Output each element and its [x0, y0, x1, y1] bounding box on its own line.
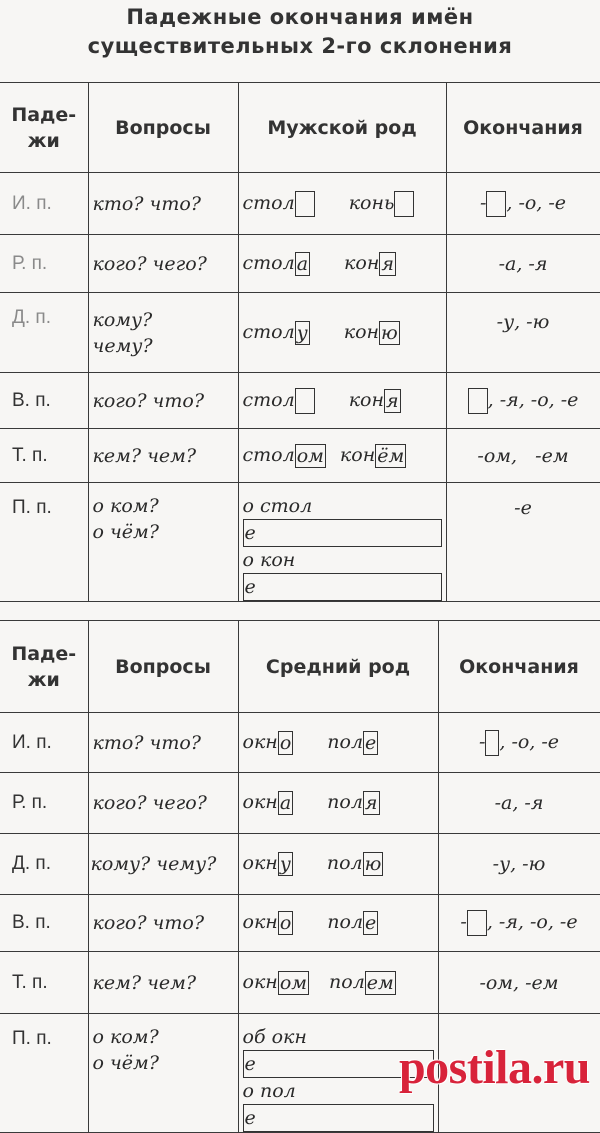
- question-line: о чём?: [92, 1052, 159, 1074]
- header-questions: Вопросы: [88, 83, 238, 173]
- question-line: о чём?: [92, 521, 159, 543]
- example-stem: стол: [242, 443, 295, 466]
- question: кого? что?: [88, 895, 238, 952]
- endings-text: , -я, -о, -е: [486, 911, 578, 933]
- example-stem: окн: [242, 970, 278, 993]
- endings-text: , -о, -е: [506, 191, 567, 214]
- ending-box: [394, 191, 414, 217]
- example-stem: кон: [344, 251, 380, 274]
- example-stem: кон: [348, 388, 385, 411]
- question-line: кому?: [92, 308, 153, 331]
- example: [238, 373, 446, 429]
- postila-logo: postila.ru: [398, 1041, 590, 1094]
- header-row: [0, 83, 600, 173]
- example: [238, 773, 438, 834]
- example-stem: стол: [242, 191, 295, 214]
- endings: -е: [446, 483, 600, 602]
- ending-box: у: [296, 321, 308, 344]
- table-row: [0, 952, 600, 1014]
- ending-box: у: [279, 853, 291, 875]
- table-row: [0, 429, 600, 483]
- example: [238, 895, 438, 952]
- case-label: В. п.: [0, 895, 88, 952]
- header-questions: Вопросы: [88, 621, 238, 713]
- table-row: [0, 713, 600, 773]
- case-label: И. п.: [0, 173, 88, 235]
- page-title: [0, 0, 600, 61]
- ending-box: е: [243, 519, 442, 547]
- header-endings: Окончания: [446, 83, 600, 173]
- question: кому? чему?: [88, 834, 238, 895]
- endings-text: , -о, -е: [499, 730, 560, 753]
- case-label: Р. п.: [0, 773, 88, 834]
- ending-box: е: [365, 912, 377, 934]
- table-row: [0, 834, 600, 895]
- ending-box: а: [296, 252, 309, 275]
- endings: [438, 895, 600, 952]
- case-label: Д. п.: [0, 834, 88, 895]
- endings-text: , -я, -о, -е: [487, 388, 579, 411]
- ending-box: ом: [296, 444, 324, 467]
- example: [238, 713, 438, 773]
- zero-ending-box: [467, 910, 487, 936]
- ending-box: ем: [366, 971, 394, 994]
- table-row: [0, 483, 600, 602]
- example-stem: стол: [242, 251, 295, 274]
- case-label: Т. п.: [0, 429, 88, 483]
- ending-box: я: [386, 389, 399, 412]
- ending-box: о: [279, 912, 292, 934]
- zero-ending-box: [486, 191, 506, 217]
- endings: -у, -ю: [446, 293, 600, 373]
- example: [238, 293, 446, 373]
- endings: [446, 373, 600, 429]
- header-gender: Мужской род: [238, 83, 446, 173]
- example-stem: окн: [242, 730, 278, 753]
- endings: -ом, -ем: [446, 429, 600, 483]
- header-cases: Паде- жи: [0, 83, 88, 173]
- question: [88, 293, 238, 373]
- ending-box: [295, 191, 315, 217]
- ending-box: [295, 388, 315, 414]
- example: [238, 235, 446, 293]
- example-stem: окн: [242, 911, 278, 933]
- example: [238, 173, 446, 235]
- table-row: [0, 235, 600, 293]
- question: кого? чего?: [88, 773, 238, 834]
- endings: [446, 173, 600, 235]
- case-label: В. п.: [0, 373, 88, 429]
- ending-box: ю: [381, 321, 398, 344]
- example: [238, 834, 438, 895]
- table-row: [0, 293, 600, 373]
- table-masculine: [0, 82, 600, 602]
- ending-box: е: [243, 1050, 434, 1078]
- case-label: Д. п.: [0, 293, 88, 373]
- example: [238, 952, 438, 1014]
- zero-ending-box: [485, 730, 499, 756]
- case-label: Т. п.: [0, 952, 88, 1014]
- example-stem: окн: [242, 852, 278, 874]
- question: кем? чем?: [88, 429, 238, 483]
- question: кого? чего?: [88, 235, 238, 293]
- question: кто? что?: [88, 173, 238, 235]
- example-stem: кон: [339, 443, 376, 466]
- example: [238, 429, 446, 483]
- example-stem: пол: [327, 911, 364, 933]
- header-row: [0, 621, 600, 713]
- case-label: И. п.: [0, 713, 88, 773]
- example-stem: о стол: [242, 495, 313, 517]
- example-stem: пол: [327, 730, 364, 753]
- example: [238, 483, 446, 602]
- question-line: чему?: [92, 334, 153, 357]
- zero-ending-box: [468, 388, 488, 414]
- endings-dash: -: [478, 730, 486, 753]
- table-row: [0, 895, 600, 952]
- ending-box: е: [243, 1104, 434, 1132]
- ending-box: е: [243, 573, 442, 601]
- example-stem: об окн: [242, 1026, 307, 1048]
- title-line-1: Падежные окончания имён: [126, 5, 474, 29]
- endings: -а, -я: [438, 773, 600, 834]
- example-stem: пол: [329, 970, 365, 993]
- ending-box: ом: [279, 971, 308, 994]
- case-label: П. п.: [0, 483, 88, 602]
- header-endings: Окончания: [438, 621, 600, 713]
- endings: -у, -ю: [438, 834, 600, 895]
- question: кто? что?: [88, 713, 238, 773]
- table-row: [0, 773, 600, 834]
- endings-dash: -: [460, 911, 467, 933]
- ending-box: о: [279, 731, 292, 754]
- endings-dash: -: [479, 191, 487, 214]
- question-line: о ком?: [92, 495, 159, 517]
- endings: -ом, -ем: [438, 952, 600, 1014]
- example-stem: окн: [242, 791, 278, 813]
- question-line: о ком?: [92, 1026, 159, 1048]
- example-stem: пол: [326, 852, 363, 874]
- example-stem: пол: [327, 791, 363, 813]
- ending-box: е: [365, 731, 377, 754]
- example-stem: о кон: [242, 549, 296, 571]
- header-gender: Средний род: [238, 621, 438, 713]
- case-label: П. п.: [0, 1014, 88, 1133]
- title-line-2: существительных 2-го склонения: [87, 34, 513, 58]
- ending-box: ём: [377, 444, 405, 467]
- endings: -а, -я: [446, 235, 600, 293]
- question: кого? что?: [88, 373, 238, 429]
- table-row: [0, 173, 600, 235]
- example-stem: стол: [242, 388, 295, 411]
- question: кем? чем?: [88, 952, 238, 1014]
- ending-box: я: [381, 252, 394, 275]
- example-stem: кон: [343, 320, 380, 343]
- example-stem: о пол: [242, 1080, 296, 1102]
- ending-box: я: [364, 792, 378, 814]
- endings: [438, 713, 600, 773]
- question: [88, 1014, 238, 1133]
- header-cases: Паде- жи: [0, 621, 88, 713]
- case-label: Р. п.: [0, 235, 88, 293]
- example-stem: конь: [348, 191, 395, 214]
- table-row: [0, 373, 600, 429]
- ending-box: ю: [364, 853, 382, 875]
- example-stem: стол: [242, 320, 295, 343]
- ending-box: а: [279, 792, 292, 814]
- question: [88, 483, 238, 602]
